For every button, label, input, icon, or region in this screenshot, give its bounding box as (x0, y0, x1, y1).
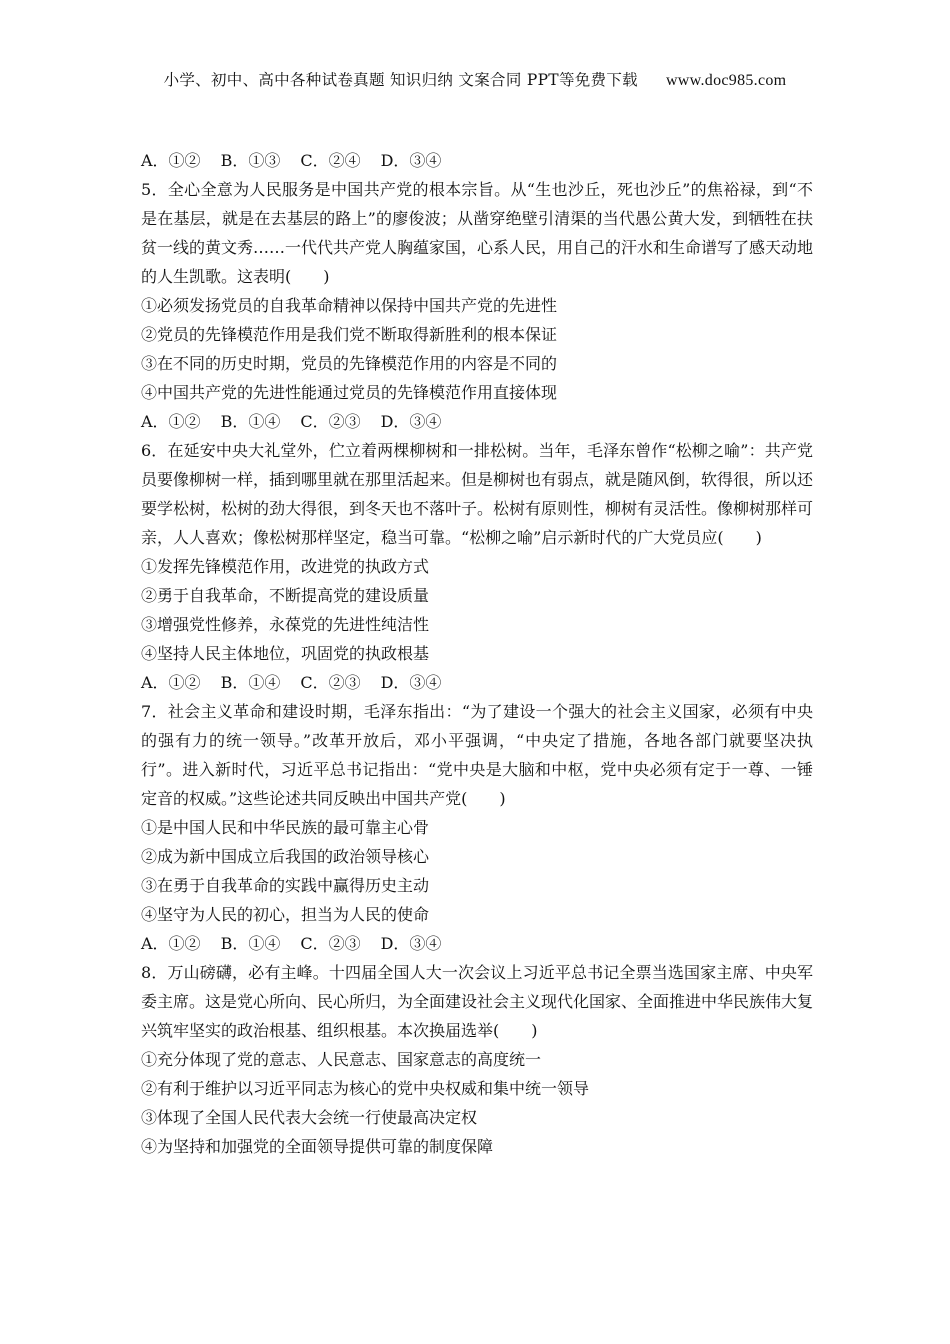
option-c: C．②③ (300, 673, 361, 692)
option-c: C．②③ (300, 412, 361, 431)
option-b: B．①③ (220, 151, 281, 170)
answer-options (141, 929, 813, 958)
question-stem: 6．在延安中央大礼堂外，伫立着两棵柳树和一排松树。当年，毛泽东曾作“松柳之喻”：共产党员要像柳树一样，插到哪里就在那里活起来。但是柳树也有弱点，就是随风倒，软得很，所以还要学松树，松树的劲大得很，到冬天也不落叶子。松树有原则性，柳树有灵活性。像柳树那样可亲，人人喜欢；像松树那样坚定，稳当可靠。“松柳之喻”启示新时代的广大党员应( ) (141, 441, 814, 547)
choice-item: ④坚持人民主体地位，巩固党的执政根基 (141, 644, 430, 663)
option-c: C．②③ (300, 934, 361, 953)
question-stem: 5．全心全意为人民服务是中国共产党的根本宗旨。从“生也沙丘，死也沙丘”的焦裕禄，到“不是在基层，就是在去基层的路上”的廖俊波；从凿穿绝壁引清渠的当代愚公黄大发，到牺牲在扶贫一线的黄文秀……一代代共产党人胸蕴家国，心系人民，用自己的汗水和生命谱写了感天动地的人生凯歌。这表明( ) (141, 180, 814, 286)
question-5 (141, 175, 813, 436)
choice-item: ④坚守为人民的初心，担当为人民的使命 (141, 905, 430, 924)
choice-item: ②党员的先锋模范作用是我们党不断取得新胜利的根本保证 (141, 325, 558, 344)
option-d: D．③④ (380, 151, 442, 170)
choice-item: ③增强党性修养，永葆党的先进性纯洁性 (141, 615, 430, 634)
option-a: A．①② (141, 412, 201, 431)
option-b: B．①④ (220, 673, 281, 692)
option-a: A．①② (141, 673, 201, 692)
choice-item: ①是中国人民和中华民族的最可靠主心骨 (141, 818, 430, 837)
choice-item: ①充分体现了党的意志、人民意志、国家意志的高度统一 (141, 1050, 542, 1069)
header-text: 小学、初中、高中各种试卷真题 知识归纳 文案合同 PPT等免费下载 (163, 71, 638, 89)
option-b: B．①④ (220, 412, 281, 431)
choice-item: ③体现了全国人民代表大会统一行使最高决定权 (141, 1108, 478, 1127)
option-a: A．①② (141, 151, 201, 170)
page-header (0, 68, 950, 90)
option-b: B．①④ (220, 934, 281, 953)
question-stem: 7．社会主义革命和建设时期，毛泽东指出：“为了建设一个强大的社会主义国家，必须有中央的强有力的统一领导。”改革开放后，邓小平强调，“中央定了措施，各地各部门就要坚决执行”。进入新时代，习近平总书记指出：“党中央是大脑和中枢，党中央必须有定于一尊、一锤定音的权威。”这些论述共同反映出中国共产党( ) (141, 702, 813, 808)
answer-options (141, 407, 813, 436)
choice-item: ①发挥先锋模范作用，改进党的执政方式 (141, 557, 430, 576)
choice-item: ②勇于自我革命，不断提高党的建设质量 (141, 586, 430, 605)
question-6 (141, 436, 813, 697)
answer-options (141, 668, 813, 697)
choice-item: ④中国共产党的先进性能通过党员的先锋模范作用直接体现 (141, 383, 558, 402)
document-body (141, 146, 813, 1161)
prev-answer-options (141, 146, 813, 175)
choice-item: ①必须发扬党员的自我革命精神以保持中国共产党的先进性 (141, 296, 558, 315)
choice-item: ②成为新中国成立后我国的政治领导核心 (141, 847, 430, 866)
question-8 (141, 958, 813, 1161)
question-stem: 8．万山磅礴，必有主峰。十四届全国人大一次会议上习近平总书记全票当选国家主席、中央军委主席。这是党心所向、民心所归，为全面建设社会主义现代化国家、全面推进中华民族伟大复兴筑牢坚实的政治根基、组织根基。本次换届选举( ) (141, 963, 814, 1040)
option-d: D．③④ (380, 673, 442, 692)
question-7 (141, 697, 813, 958)
option-d: D．③④ (380, 934, 442, 953)
header-site: www.doc985.com (665, 72, 787, 89)
option-d: D．③④ (380, 412, 442, 431)
choice-item: ③在不同的历史时期，党员的先锋模范作用的内容是不同的 (141, 354, 558, 373)
choice-item: ④为坚持和加强党的全面领导提供可靠的制度保障 (141, 1137, 494, 1156)
option-c: C．②④ (300, 151, 361, 170)
choice-item: ②有利于维护以习近平同志为核心的党中央权威和集中统一领导 (141, 1079, 590, 1098)
option-a: A．①② (141, 934, 201, 953)
choice-item: ③在勇于自我革命的实践中赢得历史主动 (141, 876, 430, 895)
